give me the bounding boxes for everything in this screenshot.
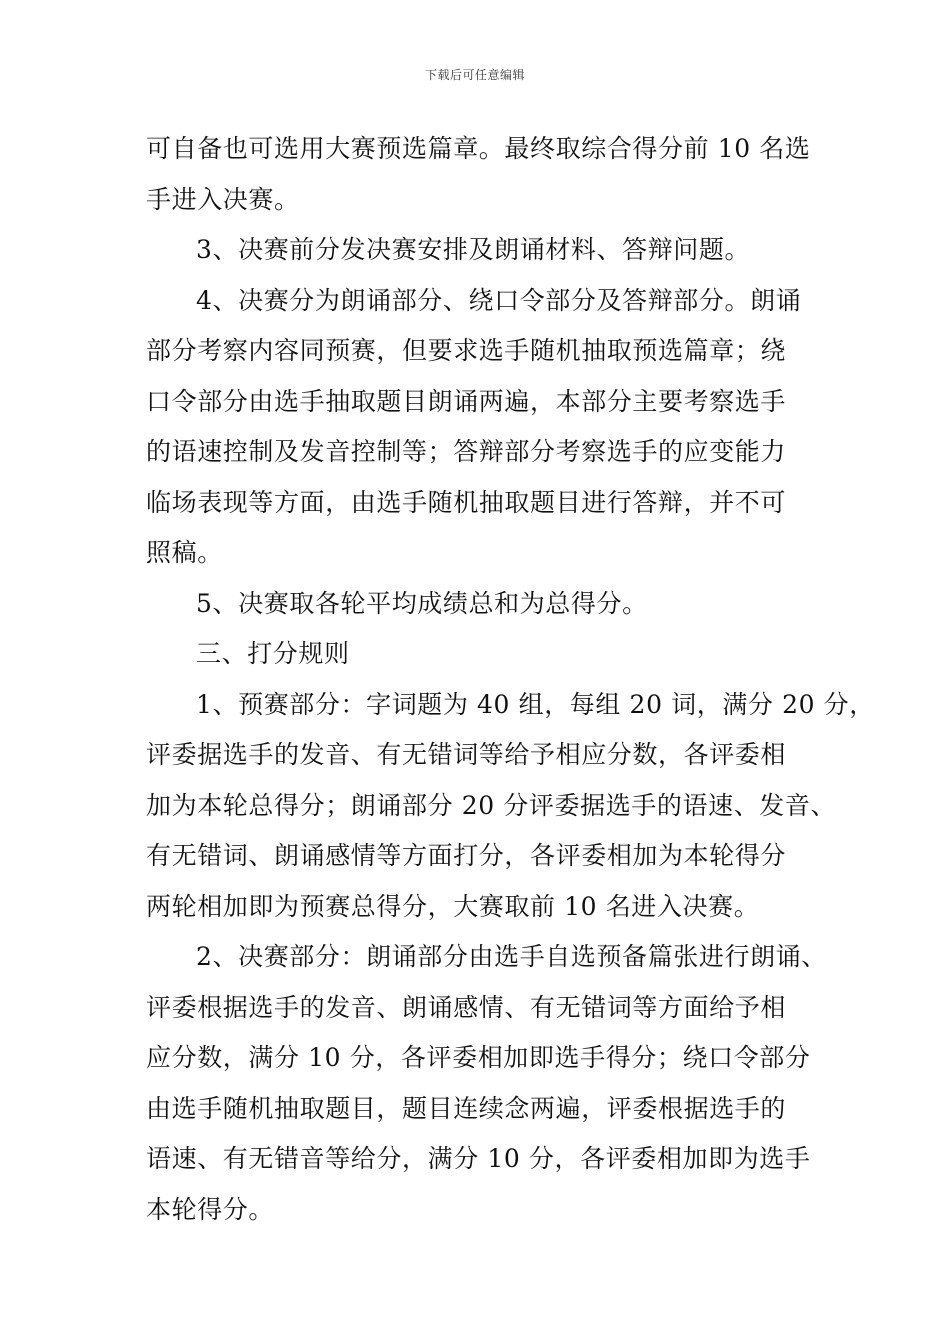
paragraph-line: 4、决赛分为朗诵部分、绕口令部分及答辩部分。朗诵: [196, 285, 802, 315]
paragraph-line: 3、决赛前分发决赛安排及朗诵材料、答辩问题。: [196, 235, 751, 264]
section-heading: 三、打分规则: [196, 639, 350, 668]
paragraph-line: 应分数，满分 10 分，各评委相加即选手得分；绕口令部分: [146, 1043, 811, 1072]
paragraph-line: 临场表现等方面，由选手随机抽取题目进行答辩，并不可: [146, 487, 787, 517]
paragraph-line: 评委根据选手的发音、朗诵感情、有无错词等方面给予相: [146, 992, 787, 1022]
paragraph-line: 可自备也可选用大赛预选篇章。最终取综合得分前 10 名选: [146, 134, 811, 163]
document-body: [146, 124, 875, 1235]
paragraph-line: 1、预赛部分：字词题为 40 组，每组 20 词，满分 20 分，: [196, 689, 875, 719]
paragraph-line: 评委据选手的发音、有无错词等给予相应分数，各评委相: [146, 740, 787, 769]
paragraph-line: 两轮相加即为预赛总得分，大赛取前 10 名进入决赛。: [146, 891, 760, 921]
paragraph-line: 2、决赛部分：朗诵部分由选手自选预备篇张进行朗诵、: [196, 942, 827, 971]
paragraph-line: 手进入决赛。: [146, 184, 300, 214]
paragraph-line: 照稿。: [146, 538, 223, 567]
paragraph-line: 口令部分由选手抽取题目朗诵两遍，本部分主要考察选手: [146, 386, 787, 416]
paragraph-line: 加为本轮总得分；朗诵部分 20 分评委据选手的语速、发音、: [146, 790, 837, 820]
paragraph-line: 语速、有无错音等给分，满分 10 分，各评委相加即为选手: [146, 1144, 811, 1173]
page-header: 下载后可任意编辑: [424, 68, 525, 82]
paragraph-line: 有无错词、朗诵感情等方面打分，各评委相加为本轮得分: [146, 841, 787, 870]
paragraph-line: 部分考察内容同预赛，但要求选手随机抽取预选篇章；绕: [146, 336, 787, 365]
paragraph-line: 本轮得分。: [146, 1194, 275, 1224]
paragraph-line: 5、决赛取各轮平均成绩总和为总得分。: [196, 588, 648, 618]
paragraph-line: 的语速控制及发音控制等；答辩部分考察选手的应变能力: [146, 437, 787, 466]
paragraph-line: 由选手随机抽取题目，题目连续念两遍，评委根据选手的: [146, 1093, 787, 1123]
